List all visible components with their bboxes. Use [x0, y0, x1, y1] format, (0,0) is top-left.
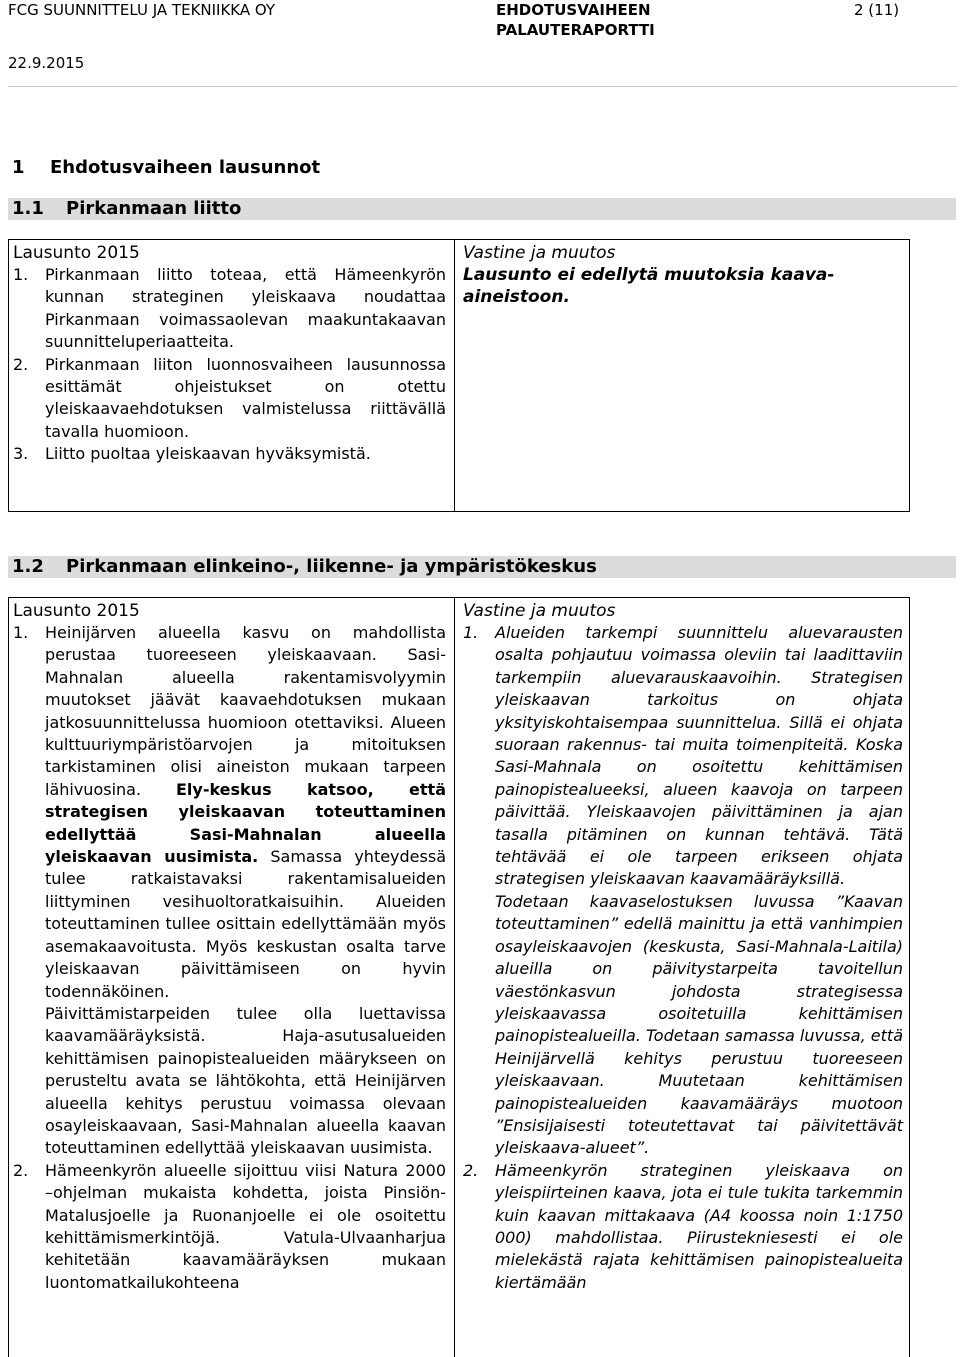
section-heading-1-2	[8, 556, 956, 578]
item-number: 2.	[463, 1160, 479, 1180]
statement-item	[13, 264, 446, 354]
response-header: Vastine ja muutos	[463, 243, 616, 263]
item-number: 1.	[13, 623, 29, 642]
statement-header: Lausunto 2015	[13, 601, 140, 621]
response-item	[463, 622, 903, 891]
statement-paragraph: Päivittämistarpeiden tulee olla luettavissa kaavamääräyksistä. Haja-asutusalueiden kehittämisen painopistealueiden määrykseen on perusteltu avata se lähtökohta, että Heinijärven alueella kehitys perustuu voimassa olevaan osayleiskaavaan, Sasi-Mahnalan alueella kaavan toteuttaminen edellyttää yleiskaavan uusimista.	[45, 1003, 446, 1158]
item-number: 1.	[463, 623, 479, 642]
statement-item	[13, 622, 446, 1003]
item-number: 1.	[13, 265, 29, 284]
section-heading-1	[12, 157, 320, 178]
statement-item	[13, 1160, 446, 1294]
document-date: 22.9.2015	[8, 54, 85, 72]
item-text: Heinijärven alueella kasvu on mahdollista perustaa tuoreeseen yleiskaavaan. Sasi-Mahnalan alueella rakentamisvolyymin muutokset jäävät kaavaehdotuksen mukaan jatkosuunnittelussa huomioon otettaviksi. Alueen kulttuuriympäristöarvojen ja mitoituksen tarkistaminen olisi aineiston mukaan tarpeen lähivuosina.	[45, 623, 446, 799]
item-number: 2.	[13, 1160, 29, 1180]
document-title-line1: EHDOTUSVAIHEEN	[496, 1, 651, 19]
item-text: Pirkanmaan liiton luonnosvaiheen lausunnossa esittämät ohjeistukset on otettu yleiskaavaehdotuksen valmistelussa riittävällä tavalla huomioon.	[45, 354, 446, 441]
item-text: Samassa yhteydessä tulee ratkaistavaksi rakentamisalueiden liittyminen vesihuoltoratkaisuihin. Alueiden toteuttaminen tullee osittain edellyttämään myös asemakaavoitusta. Myös keskustan osalta tarve yleiskaavan päivittämiseen on hyvin todennäköinen.	[45, 847, 446, 1001]
response-column	[455, 598, 909, 1357]
document-title	[496, 0, 655, 40]
statement-column	[9, 598, 455, 1357]
statement-table-2	[8, 597, 910, 1357]
section-number: 1.1	[12, 198, 44, 219]
item-text: Hämeenkyrön alueelle sijoittuu viisi Natura 2000 –ohjelman mukaista kohdetta, joista Pinsiön-Matalusjoelle ja Ruonanjoelle ei ole osoitettu kehittämismerkintöjä. Vatula-Ulvaanharjua kehitetään kaavamääräyksen mukaan luontomatkailukohteena	[45, 1160, 446, 1292]
page-number: 2 (11)	[854, 1, 900, 19]
item-text-emphasis: Ely-keskus katsoo, että strategisen yleiskaavan toteuttaminen edellyttää Sasi-Mahnalan alueella yleiskaavan uusimista.	[45, 779, 446, 867]
section-title: Ehdotusvaiheen lausunnot	[50, 157, 321, 178]
statement-item	[13, 354, 446, 444]
document-title-line2: PALAUTERAPORTTI	[496, 21, 655, 39]
response-paragraph: Todetaan kaavaselostuksen luvussa ”Kaavan toteuttaminen” edellä mainittu ja että vanhimpien osayleiskaavojen (keskusta, Sasi-Mahnala-Laitila) alueilla on päivitystarpeita tavoitellun väestönkasvun johdosta strategisessa yleiskaavassa osoitetuilla kehittämisen painopistealueilla. Todetaan samassa luvussa, että Heinijärvellä kehitys perustuu tuoreeseen yleiskaavaan. Muutetaan kehittämisen painopistealueiden kaavamääräys muotoon ”Ensisijaisesti toteutettavat tai päivitettävät yleiskaava-alueet”.	[495, 891, 903, 1158]
section-title: Pirkanmaan elinkeino-, liikenne- ja ympäristökeskus	[66, 556, 597, 577]
response-header: Vastine ja muutos	[463, 601, 616, 621]
item-text: Pirkanmaan liitto toteaa, että Hämeenkyrön kunnan strateginen yleiskaava noudattaa Pirkanmaan voimassaolevan maakuntakaavan suunnitteluperiaatteita.	[45, 265, 446, 352]
item-number: 2.	[13, 354, 29, 374]
item-number: 3.	[13, 444, 29, 464]
item-text: Hämeenkyrön strateginen yleiskaava on yleispiirteinen kaava, jota ei tule tukita tarkemmin kuin kaavan mittakaava (A4 koossa noin 1:1750 000) mahdollistaa. Piirustekniesesti ei ole mielekästä rajata kehittämisen painopistealueita kiertämään	[495, 1160, 903, 1292]
statement-header: Lausunto 2015	[13, 243, 140, 263]
statement-item	[13, 443, 446, 465]
response-text: Lausunto ei edellytä muutoksia kaava-aineistoon.	[463, 265, 835, 307]
section-title: Pirkanmaan liitto	[66, 198, 242, 219]
item-text: Liitto puoltaa yleiskaavan hyväksymistä.	[45, 444, 371, 464]
statement-column	[9, 240, 455, 511]
header-divider	[8, 86, 958, 87]
response-column	[455, 240, 909, 511]
company-name: FCG SUUNNITTELU JA TEKNIIKKA OY	[8, 1, 276, 19]
section-number: 1	[12, 157, 25, 178]
statement-table-1	[8, 239, 910, 512]
section-number: 1.2	[12, 556, 44, 577]
item-text: Alueiden tarkempi suunnittelu aluevarausten osalta pohjautuu voimassa oleviin tai laadittaviin tarkempiin aluevarauskaavoihin. Strategisen yleiskaavan tarkoitus on ohjata yksityiskohtaisempaa suunnittelua. Sillä ei ohjata suoraan rakennus- tai muita toimenpiteitä. Koska Sasi-Mahnala on osoitettu kehittämisen painopistealueeksi, alueen kaavoja on tarpeen päivittää. Yleiskaavojen päivittäminen ja ajan tasalla pitäminen on kunnan tehtävä. Tätä tehtävää ei ole tarpeen erikseen ohjata strategisen yleiskaavan kaavamääräyksillä.	[495, 623, 903, 889]
response-item	[463, 1160, 903, 1294]
section-heading-1-1	[8, 198, 956, 220]
